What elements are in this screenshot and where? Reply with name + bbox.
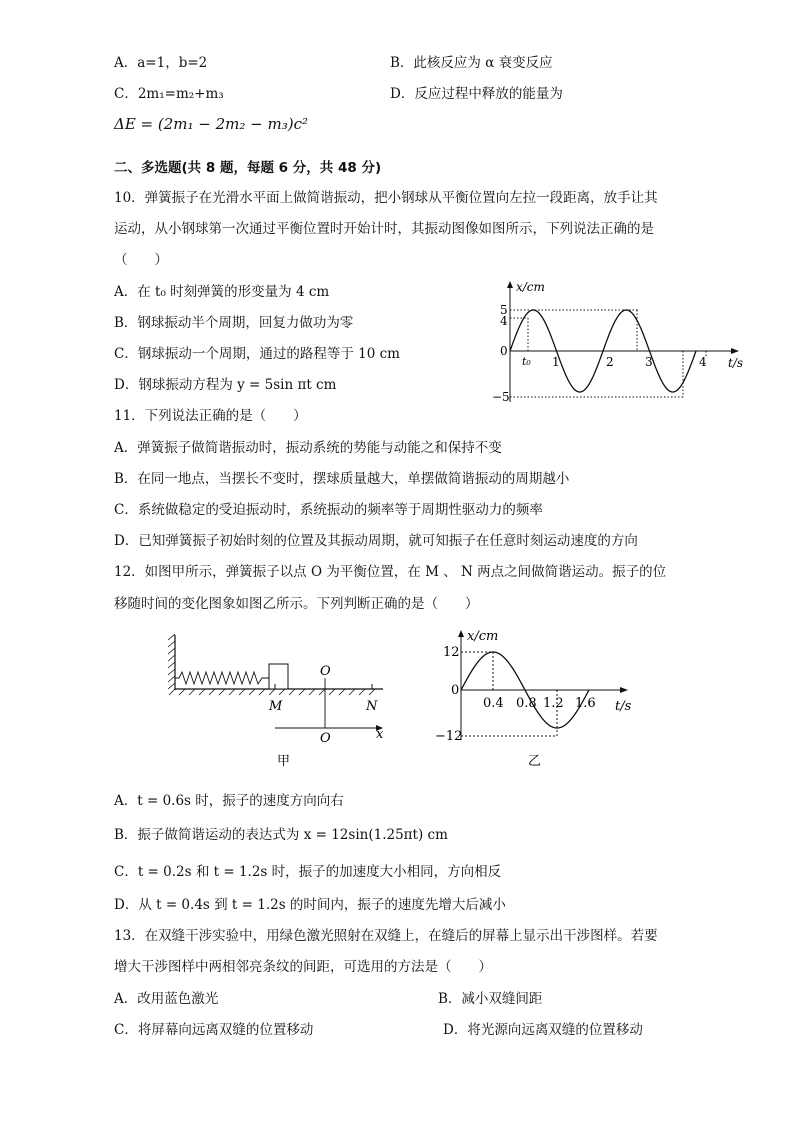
q10-stem-line3: （ ） [114,252,168,268]
q10-xtick-2: 2 [606,355,614,369]
q10-option-d: D．钢球振动方程为 y = 5sin πt cm [114,377,337,393]
yi-ytick-neg12: −12 [435,729,463,744]
q10-vibration-graph [488,278,758,408]
q10-ytick-4: 4 [500,314,508,328]
label-o-top: O [320,664,331,679]
q10-xtick-1: 1 [552,355,560,369]
q10-stem-line1: 10．弹簧振子在光滑水平面上做简谐振动，把小钢球从平衡位置向左拉一段距离，放手让其 [114,190,658,206]
q11-option-b: B．在同一地点，当摆长不变时，摆球质量越大，单摆做简谐振动的周期越小 [114,471,570,487]
caption-jia: 甲 [277,754,291,769]
q12-option-a: A．t = 0.6s 时，振子的速度方向向右 [114,793,344,809]
q9-option-c: C．2m₁=m₂+m₃ [114,86,224,102]
q11-stem: 11．下列说法正确的是（ ） [114,408,307,424]
caption-yi: 乙 [528,754,542,769]
q12-option-d: D．从 t = 0.4s 到 t = 1.2s 的时间内，振子的速度先增大后减小 [114,897,506,913]
label-m: M [269,699,283,714]
label-n: N [366,699,378,714]
yi-xtick-1-6: 1.6 [575,696,596,711]
q10-xtick-t0: t₀ [522,355,531,368]
q10-graph-xlabel: t/s [728,356,744,370]
yi-ylabel: x/cm [467,629,499,644]
yi-ytick-12: 12 [443,645,460,660]
q11-option-c: C．系统做稳定的受迫振动时，系统振动的频率等于周期性驱动力的频率 [114,502,543,518]
q13-option-d: D．将光源向远离双缝的位置移动 [443,1022,643,1038]
yi-xtick-1-2: 1.2 [543,696,564,711]
q10-ytick-0: 0 [500,344,508,358]
q10-graph-ylabel: x/cm [516,280,545,294]
q11-option-a: A．弹簧振子做简谐振动时，振动系统的势能与动能之和保持不变 [114,440,502,456]
q12-option-b: B．振子做简谐运动的表达式为 x = 12sin(1.25πt) cm [114,827,448,843]
oscillator-block [269,664,288,689]
q10-stem-line2: 运动，从小钢球第一次通过平衡位置时开始计时，其振动图像如图所示，下列说法正确的是 [114,221,654,237]
q10-ytick-neg5: −5 [492,390,510,404]
q13-stem-line1: 13．在双缝干涉实验中，用绿色激光照射在双缝上，在缝后的屏幕上显示出干涉图样。若要 [114,928,658,944]
q13-option-c: C．将屏幕向远离双缝的位置移动 [114,1022,314,1038]
q11-option-d: D．已知弹簧振子初始时刻的位置及其振动周期，就可知振子在任意时刻运动速度的方向 [114,533,638,549]
label-o-bottom: O [320,731,331,746]
q9-option-b: B．此核反应为 α 衰变反应 [390,55,553,71]
q9-option-d: D．反应过程中释放的能量为 [390,86,563,102]
q12-stem-line2: 移随时间的变化图象如图乙所示。下列判断正确的是（ ） [114,596,479,612]
label-x: x [376,727,384,742]
q10-ytick-5: 5 [500,303,508,317]
figure-jia-spring-oscillator [155,630,395,770]
q10-option-b: B．钢球振动半个周期，回复力做功为零 [114,315,354,331]
yi-ytick-0: 0 [451,683,460,698]
q12-option-c: C．t = 0.2s 和 t = 1.2s 时，振子的加速度大小相同，方向相反 [114,864,502,880]
yi-xtick-0-8: 0.8 [516,696,537,711]
q9-option-a: A．a=1，b=2 [114,55,208,71]
q9-option-d-formula: ΔE = (2m₁ − 2m₂ − m₃)c² [114,115,309,133]
q13-stem-line2: 增大干涉图样中两相邻亮条纹的间距，可选用的方法是（ ） [114,959,492,975]
q10-xtick-3: 3 [645,355,653,369]
section-title: 二、多选题(共 8 题，每题 6 分，共 48 分) [114,160,382,176]
q10-option-c: C．钢球振动一个周期，通过的路程等于 10 cm [114,346,400,362]
q10-option-a: A．在 t₀ 时刻弹簧的形变量为 4 cm [114,284,330,300]
q10-xtick-4: 4 [699,355,707,369]
q13-option-a: A．改用蓝色激光 [114,991,219,1007]
q13-option-b: B．减小双缝间距 [438,991,543,1007]
figure-yi-displacement-graph [425,622,645,772]
yi-xlabel: t/s [615,699,632,714]
q12-stem-line1: 12．如图甲所示，弹簧振子以点 O 为平衡位置，在 M 、 N 两点之间做简谐运动。振子的位 [114,564,667,580]
spring [175,672,269,684]
yi-xtick-0-4: 0.4 [483,696,504,711]
